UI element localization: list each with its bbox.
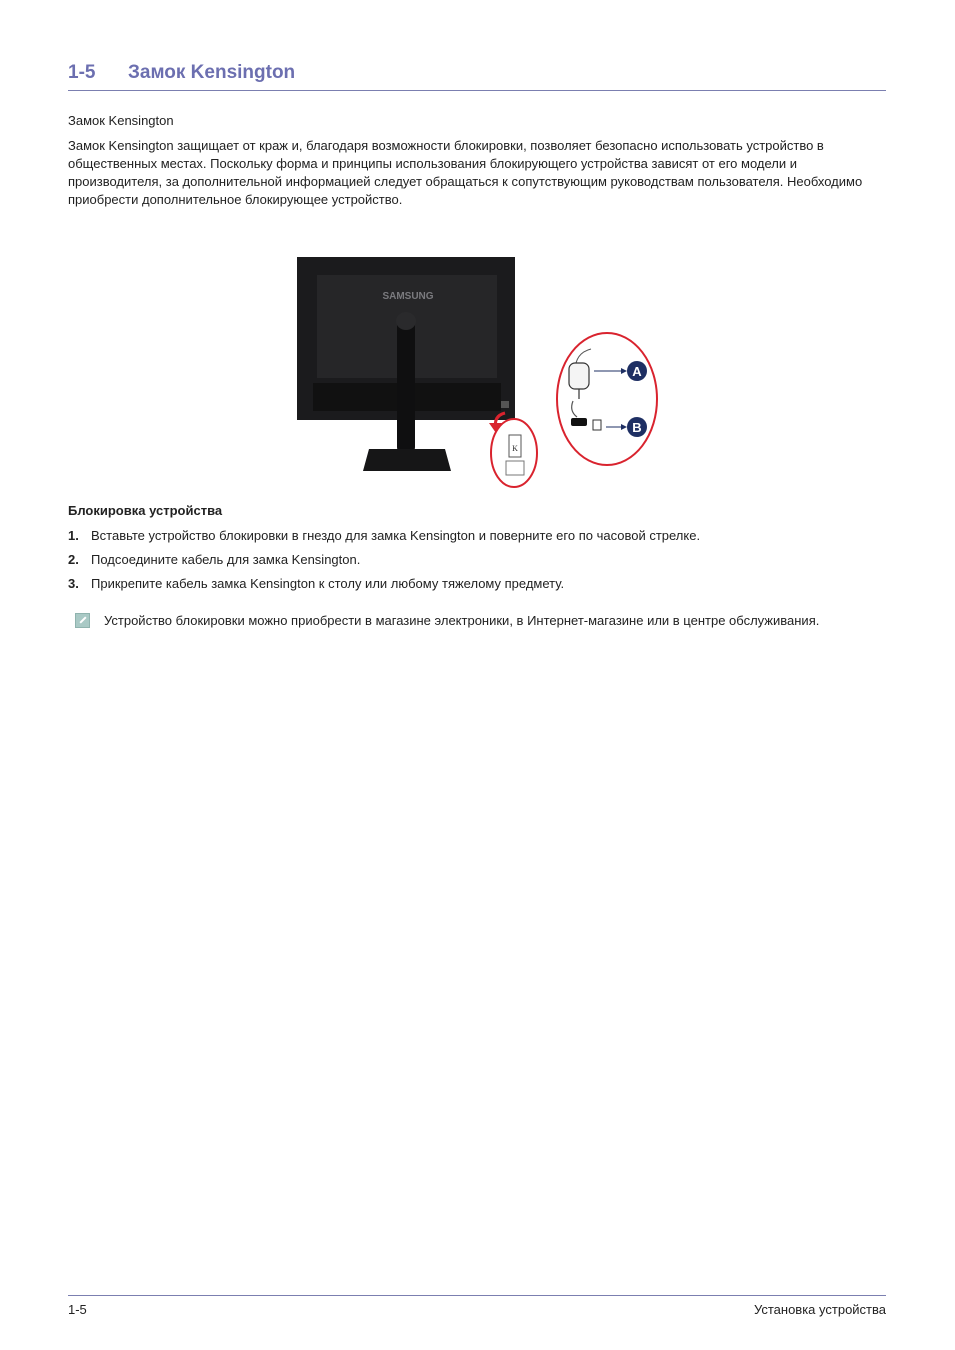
step-text: Подсоедините кабель для замка Kensington. (91, 552, 361, 567)
footer-section-title: Установка устройства (753, 1302, 886, 1317)
page-footer (68, 1295, 886, 1320)
lock-slot-zoom-circle (491, 419, 537, 487)
section-title: Блокировка устройства (68, 503, 223, 518)
callout-label-b: B (632, 420, 642, 435)
lock-slot (501, 401, 509, 408)
lock-detail-circle (557, 333, 657, 465)
note-pencil-icon (75, 613, 90, 628)
callout-label-a: A (632, 364, 642, 379)
step-number: 1. (68, 528, 79, 543)
kensington-lock-device (569, 363, 589, 389)
page-title: Замок Kensington (128, 62, 296, 83)
intro-description: Замок Kensington защищает от краж и, благодаря возможности блокировки, позволяет безопасно использовать устройство в общественных местах. Поскольку форма и принципы использования блокирующего устройства зависят от его модели и производителя, за дополнительной информацией следует обращаться к сопутствующим руководствам пользователя. Необходимо приобрести дополнительное блокирующее устройство. (68, 138, 863, 207)
intro-subtitle: Замок Kensington (68, 113, 174, 128)
chapter-number: 1-5 (68, 62, 96, 83)
brand-logo: SAMSUNG (382, 291, 434, 302)
page-number: 1-5 (68, 1302, 87, 1317)
note-text: Устройство блокировки можно приобрести в магазине электроники, в Интернет-магазине или в центре обслуживания. (104, 613, 820, 628)
monitor-stand-base (363, 449, 451, 471)
monitor-stand-neck (397, 315, 415, 455)
lock-head (571, 418, 587, 426)
step-number: 3. (68, 576, 79, 591)
step-text: Вставьте устройство блокировки в гнездо для замка Kensington и поверните его по часовой стрелке. (91, 528, 701, 543)
step-text: Прикрепите кабель замка Kensington к столу или любому тяжелому предмету. (91, 576, 565, 591)
chapter-heading (68, 62, 886, 91)
step-number: 2. (68, 552, 79, 567)
kensington-lock-figure (293, 253, 663, 490)
kensington-k-symbol: K (512, 444, 518, 453)
kensington-lock-illustration (293, 253, 663, 490)
stand-hinge (396, 312, 416, 330)
